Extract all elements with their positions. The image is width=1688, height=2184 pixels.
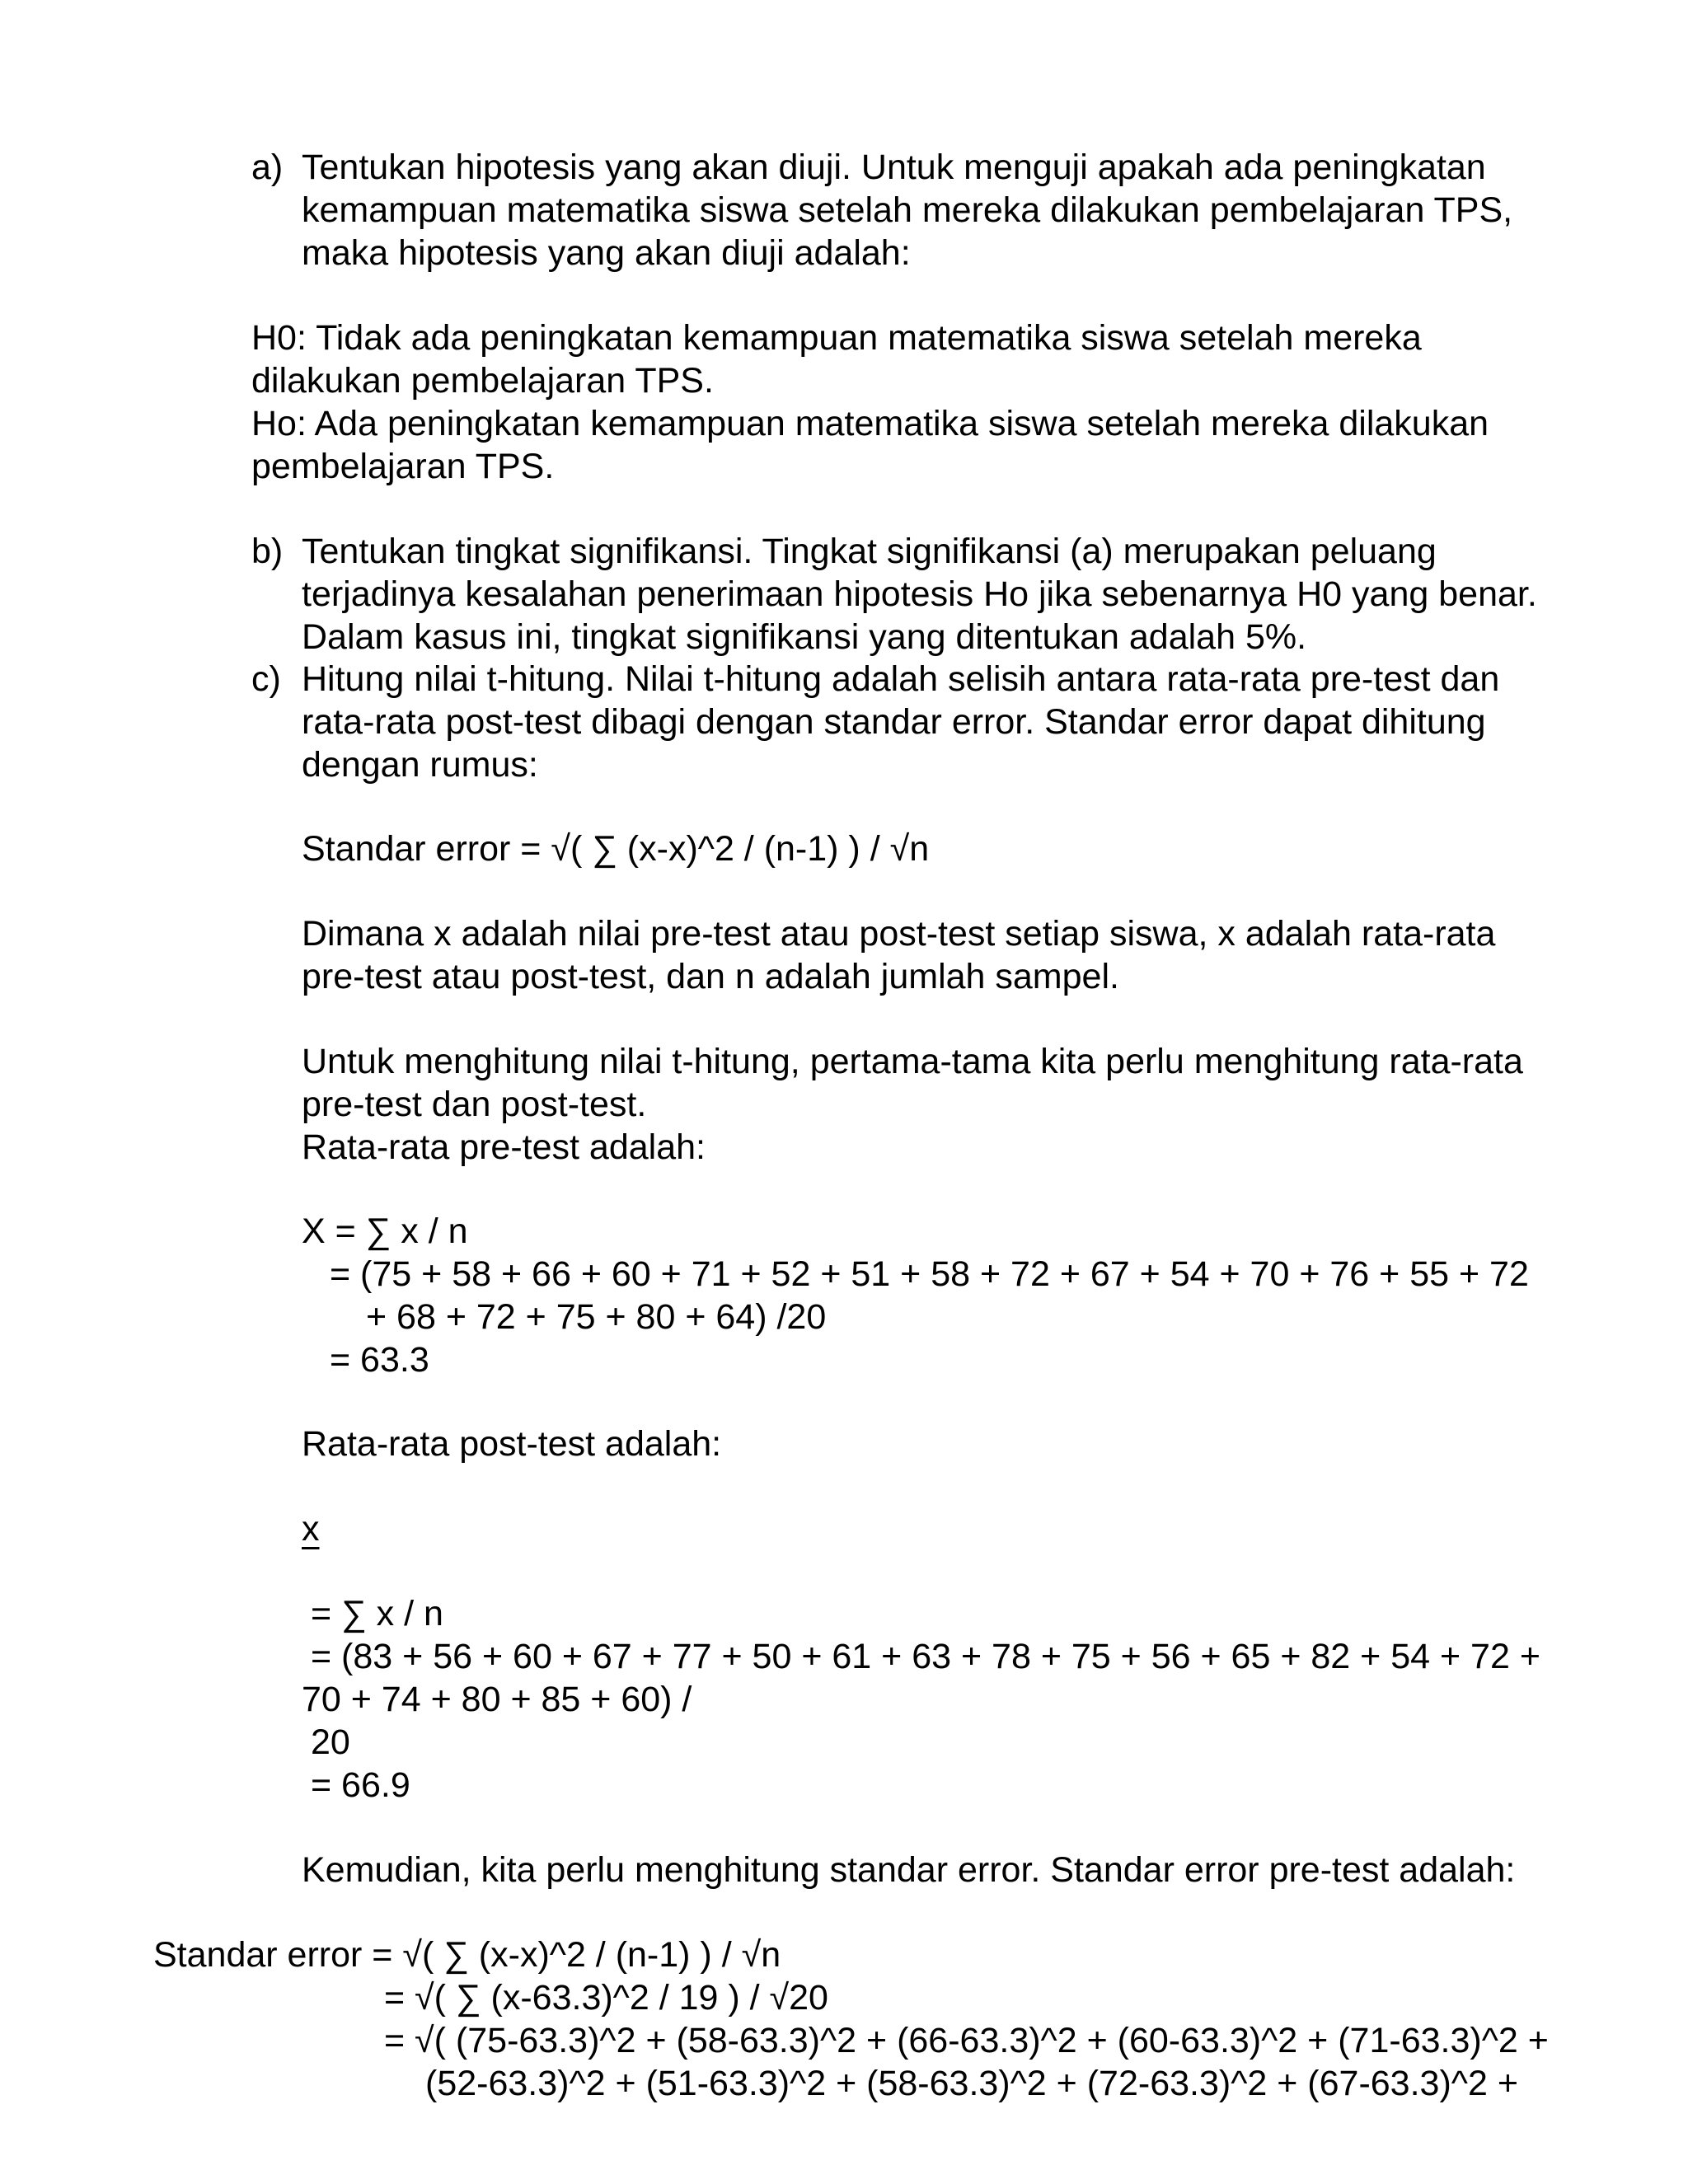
standard-error-calc-1: Standar error = √( ∑ (x-x)^2 / (n-1) ) / √n <box>153 1935 781 1975</box>
item-a-line-3: maka hipotesis yang akan diuji adalah: <box>302 233 911 273</box>
item-b-label: b) <box>251 532 284 571</box>
item-b-line-2: terjadinya kesalahan penerimaan hipotesis Ho jika sebenarnya H0 yang benar. <box>302 574 1537 614</box>
item-a-line-2: kemampuan matematika siswa setelah mereka dilakukan pembelajaran TPS, <box>302 190 1513 230</box>
post-mean-eq-1: = ∑ x / n <box>311 1594 443 1633</box>
pre-mean-eq-4: = 63.3 <box>330 1340 429 1380</box>
item-c-line-2: rata-rata post-test dibagi dengan standar error. Standar error dapat dihitung <box>302 702 1486 742</box>
post-mean-eq-5: = 66.9 <box>311 1765 410 1805</box>
item-a-line-1: Tentukan hipotesis yang akan diuji. Untuk menguji apakah ada peningkatan <box>302 148 1486 187</box>
standard-error-intro: Kemudian, kita perlu menghitung standar error. Standar error pre-test adalah: <box>302 1850 1516 1890</box>
calc-line-1: Untuk menghitung nilai t-hitung, pertama-tama kita perlu menghitung rata-rata <box>302 1042 1523 1081</box>
pre-mean-eq-2: = (75 + 58 + 66 + 60 + 71 + 52 + 51 + 58 + 72 + 67 + 54 + 70 + 76 + 55 + 72 <box>330 1254 1529 1294</box>
post-mean-symbol: x <box>302 1509 320 1549</box>
h0-line-1: H0: Tidak ada peningkatan kemampuan matematika siswa setelah mereka <box>251 318 1422 358</box>
post-test-intro: Rata-rata post-test adalah: <box>302 1424 722 1464</box>
where-line-2: pre-test atau post-test, dan n adalah jumlah sampel. <box>302 957 1119 996</box>
calc-line-2: pre-test dan post-test. <box>302 1085 647 1124</box>
h0-line-2: dilakukan pembelajaran TPS. <box>251 361 714 401</box>
item-a-label: a) <box>251 148 284 187</box>
post-mean-eq-3: 70 + 74 + 80 + 85 + 60) / <box>302 1680 692 1719</box>
item-b-line-1: Tentukan tingkat signifikansi. Tingkat signifikansi (a) merupakan peluang <box>302 532 1437 571</box>
where-line-1: Dimana x adalah nilai pre-test atau post-test setiap siswa, x adalah rata-rata <box>302 914 1496 954</box>
item-c-line-3: dengan rumus: <box>302 745 538 785</box>
post-mean-eq-2: = (83 + 56 + 60 + 67 + 77 + 50 + 61 + 63 + 78 + 75 + 56 + 65 + 82 + 54 + 72 + <box>311 1637 1540 1676</box>
ho-line-1: Ho: Ada peningkatan kemampuan matematika siswa setelah mereka dilakukan <box>251 404 1489 443</box>
standard-error-calc-2: = √( ∑ (x-63.3)^2 / 19 ) / √20 <box>384 1978 828 2018</box>
standard-error-calc-4: (52-63.3)^2 + (51-63.3)^2 + (58-63.3)^2 + (72-63.3)^2 + (67-63.3)^2 + <box>425 2064 1518 2103</box>
item-c-label: c) <box>251 659 281 699</box>
item-c-line-1: Hitung nilai t-hitung. Nilai t-hitung adalah selisih antara rata-rata pre-test dan <box>302 659 1500 699</box>
item-b-line-3: Dalam kasus ini, tingkat signifikansi yang ditentukan adalah 5%. <box>302 617 1307 657</box>
pre-mean-eq-3: + 68 + 72 + 75 + 80 + 64) /20 <box>366 1297 827 1337</box>
ho-line-2: pembelajaran TPS. <box>251 447 555 486</box>
pre-test-intro: Rata-rata pre-test adalah: <box>302 1127 706 1167</box>
pre-mean-eq-1: X = ∑ x / n <box>302 1212 468 1251</box>
standard-error-calc-3: = √( (75-63.3)^2 + (58-63.3)^2 + (66-63.3)^2 + (60-63.3)^2 + (71-63.3)^2 + <box>384 2021 1549 2060</box>
post-mean-eq-4: 20 <box>311 1722 350 1762</box>
standard-error-formula: Standar error = √( ∑ (x-x)^2 / (n-1) ) / √n <box>302 829 930 869</box>
